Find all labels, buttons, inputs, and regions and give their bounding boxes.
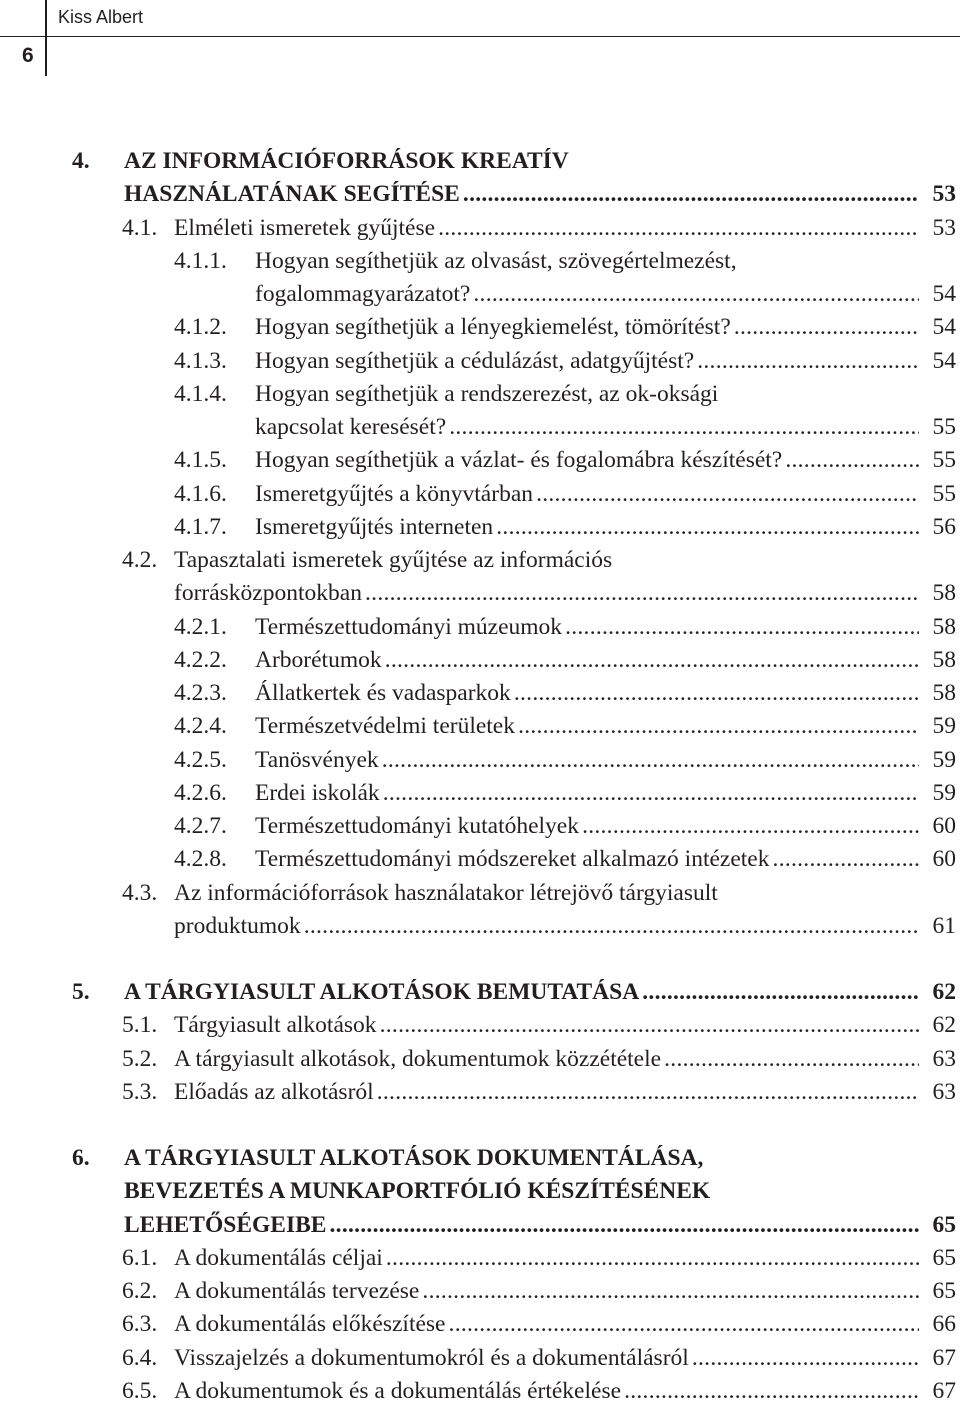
toc-entry[interactable] — [0, 677, 960, 710]
toc-entry[interactable] — [0, 877, 960, 910]
toc-entry-number: 4.2.2. — [174, 646, 227, 673]
toc-entry-page: 60 — [932, 846, 956, 873]
toc-entry-number: 4.1.7. — [174, 513, 227, 540]
toc-entry-number: 4.2.1. — [174, 613, 227, 640]
toc-entry-title: Hogyan segíthetjük a lényegkiemelést, tömörítést? . . . — [255, 311, 919, 344]
toc-entry-page: 62 — [932, 1012, 956, 1039]
toc-entry-number: 6.2. — [122, 1278, 158, 1304]
toc-entry-number: 4.2.3. — [174, 680, 227, 706]
toc-entry-page: 62 — [932, 979, 956, 1005]
toc-entry-title: Hogyan segíthetjük a cédulázást, adatgyűjtést? . . . — [255, 345, 919, 378]
toc-entry[interactable] — [0, 1175, 960, 1208]
toc-entry-page: 65 — [932, 1244, 956, 1271]
toc-entry[interactable] — [0, 1142, 960, 1175]
toc-entry-number: 6.5. — [122, 1377, 158, 1404]
toc-entry[interactable] — [0, 245, 960, 278]
toc-entry[interactable] — [0, 378, 960, 411]
toc-entry[interactable] — [0, 644, 960, 677]
toc-entry-page: 54 — [932, 281, 956, 307]
toc-entry[interactable] — [0, 1076, 960, 1109]
toc-entry[interactable] — [0, 1342, 960, 1375]
toc-entry-number: 4.1.6. — [174, 480, 227, 507]
toc-entry-page: 63 — [932, 1078, 956, 1105]
toc-entry-number: 5. — [72, 979, 90, 1005]
toc-entry-page: 67 — [932, 1344, 956, 1371]
toc-entry-page: 60 — [932, 813, 956, 839]
toc-entry-title: Természettudományi múzeumok . . . — [255, 611, 919, 644]
toc-entry[interactable] — [0, 1043, 960, 1076]
toc-entry[interactable] — [0, 278, 960, 311]
toc-entry-title: Visszajelzés a dokumentumokról és a dokumentálásról . . . — [174, 1342, 919, 1375]
toc-entry-page: 65 — [932, 1278, 956, 1304]
toc-entry[interactable] — [0, 444, 960, 477]
toc-entry[interactable] — [0, 345, 960, 378]
toc-entry-page: 61 — [932, 912, 956, 939]
toc-entry[interactable] — [0, 744, 960, 777]
toc-entry-title: A dokumentálás tervezése . . . — [174, 1275, 919, 1308]
toc-entry-page: 59 — [932, 779, 956, 806]
toc-entry-page: 54 — [932, 347, 956, 374]
toc-entry[interactable] — [0, 1242, 960, 1275]
toc-entry[interactable] — [0, 178, 960, 211]
toc-entry-title: Természettudományi módszereket alkalmazó intézetek . . . — [255, 843, 919, 876]
toc-entry[interactable] — [0, 212, 960, 245]
toc-entry-number: 6.1. — [122, 1244, 158, 1271]
toc-entry-title: A tárgyiasult alkotások, dokumentumok közzététele . . . — [174, 1043, 919, 1076]
toc-entry-number: 5.1. — [122, 1012, 158, 1039]
toc-entry-number: 4.1.4. — [174, 380, 227, 407]
toc-entry-number: 4.2.6. — [174, 779, 227, 806]
toc-entry-title: Természetvédelmi területek . . . — [255, 710, 919, 743]
toc-entry-title: Arborétumok . . . — [255, 644, 919, 677]
toc-entry-title: Hogyan segíthetjük az olvasást, szövegértelmezést, — [255, 247, 737, 274]
toc-entry-page: 55 — [932, 414, 956, 440]
toc-entry-page: 58 — [932, 680, 956, 706]
toc-entry-number: 6. — [72, 1145, 90, 1171]
page-number: 6 — [22, 44, 34, 67]
toc-entry-title: Állatkertek és vadasparkok . . . — [255, 677, 919, 710]
toc-entry-page: 65 — [932, 1211, 956, 1238]
toc-entry-number: 4.2.7. — [174, 813, 227, 839]
toc-entry-page: 55 — [932, 480, 956, 507]
toc-entry-page: 53 — [932, 181, 956, 208]
toc-entry-title: A TÁRGYIASULT ALKOTÁSOK DOKUMENTÁLÁSA, — [124, 1145, 704, 1171]
toc-entry-number: 6.3. — [122, 1311, 158, 1338]
toc-entry-title: Tárgyiasult alkotások . . . — [174, 1009, 919, 1042]
toc-entry[interactable] — [0, 777, 960, 810]
toc-entry-title: A dokumentálás előkészítése . . . — [174, 1308, 919, 1341]
toc-entry-number: 4.1.3. — [174, 347, 227, 374]
toc-entry-number: 4.1. — [122, 214, 158, 241]
toc-entry-number: 6.4. — [122, 1344, 158, 1371]
toc-entry-title: BEVEZETÉS A MUNKAPORTFÓLIÓ KÉSZÍTÉSÉNEK — [124, 1178, 711, 1205]
toc-entry-title: Ismeretgyűjtés interneten . . . — [255, 511, 919, 544]
toc-entry-title: Hogyan segíthetjük a vázlat- és fogalomábra készítését? . . . — [255, 444, 919, 477]
toc-entry[interactable] — [0, 1009, 960, 1042]
toc-entry[interactable] — [0, 1308, 960, 1341]
toc-entry-page: 56 — [932, 513, 956, 540]
toc-entry[interactable] — [0, 1275, 960, 1308]
toc-entry[interactable] — [0, 810, 960, 843]
toc-entry[interactable] — [0, 544, 960, 577]
toc-entry-page: 67 — [932, 1377, 956, 1404]
toc-entry-title: HASZNÁLATÁNAK SEGÍTÉSE . . . — [124, 178, 919, 211]
toc-entry-title: A TÁRGYIASULT ALKOTÁSOK BEMUTATÁSA . . . — [124, 976, 919, 1009]
toc-entry[interactable] — [0, 710, 960, 743]
toc-entry-page: 58 — [932, 613, 956, 640]
toc-entry[interactable] — [0, 411, 960, 444]
toc-entry[interactable] — [0, 976, 960, 1009]
toc-entry-title: forrásközpontokban . . . — [174, 577, 919, 610]
toc-entry-number: 4.2.5. — [174, 746, 227, 773]
toc-entry-page: 66 — [932, 1311, 956, 1338]
toc-entry-title: Erdei iskolák . . . — [255, 777, 919, 810]
toc-entry-page: 54 — [932, 314, 956, 341]
toc-entry-title: Előadás az alkotásról . . . — [174, 1076, 919, 1109]
toc-entry-page: 58 — [932, 580, 956, 607]
toc-entry[interactable] — [0, 611, 960, 644]
toc-entry-number: 4.3. — [122, 879, 158, 906]
toc-entry-number: 4.2.4. — [174, 713, 227, 740]
toc-entry-title: Ismeretgyűjtés a könyvtárban . . . — [255, 478, 919, 511]
toc-entry-number: 4.2.8. — [174, 846, 227, 873]
toc-entry[interactable] — [0, 1209, 960, 1242]
toc-entry-title: A dokumentálás céljai . . . — [174, 1242, 919, 1275]
toc-entry-title: Hogyan segíthetjük a rendszerezést, az ok-oksági — [255, 380, 719, 407]
toc-entry-number: 4.1.2. — [174, 314, 227, 341]
toc-entry-title: kapcsolat keresését? . . . — [255, 411, 919, 444]
toc-entry-title: AZ INFORMÁCIÓFORRÁSOK KREATÍV — [124, 148, 569, 174]
toc-entry[interactable] — [0, 511, 960, 544]
toc-entry[interactable] — [0, 843, 960, 876]
toc-entry-title: Tapasztalati ismeretek gyűjtése az információs — [174, 547, 613, 573]
running-header-author: Kiss Albert — [58, 7, 144, 27]
toc-entry[interactable] — [0, 145, 960, 178]
toc-entry-title: A dokumentumok és a dokumentálás értékelése . . . — [174, 1375, 919, 1408]
toc-entry-page: 53 — [932, 214, 956, 241]
toc-entry-number: 4. — [72, 148, 90, 174]
toc-entry-title: fogalommagyarázatot? . . . — [255, 278, 919, 311]
toc-entry[interactable] — [0, 478, 960, 511]
toc-entry-title: Elméleti ismeretek gyűjtése . . . — [174, 212, 919, 245]
toc-entry-number: 5.2. — [122, 1045, 158, 1072]
toc-entry-page: 58 — [932, 646, 956, 673]
toc-entry[interactable] — [0, 910, 960, 943]
toc-entry-page: 63 — [932, 1045, 956, 1072]
toc-entry-title: Az információforrások használatakor létrejövő tárgyiasult — [174, 879, 718, 906]
toc-entry[interactable] — [0, 311, 960, 344]
toc-entry-number: 4.1.5. — [174, 447, 227, 474]
toc-entry-title: Természettudományi kutatóhelyek . . . — [255, 810, 919, 843]
toc-entry-title: Tanösvények . . . — [255, 744, 919, 777]
toc-entry-title: produktumok . . . — [174, 910, 919, 943]
toc-entry-number: 5.3. — [122, 1078, 158, 1105]
toc-entry-page: 59 — [932, 713, 956, 740]
toc-entry[interactable] — [0, 577, 960, 610]
toc-entry-page: 59 — [932, 746, 956, 773]
toc-entry-title: LEHETŐSÉGEIBE . . . — [124, 1209, 919, 1242]
toc-entry-number: 4.1.1. — [174, 247, 227, 274]
toc-entry-page: 55 — [932, 447, 956, 474]
toc-entry-number: 4.2. — [122, 547, 158, 573]
